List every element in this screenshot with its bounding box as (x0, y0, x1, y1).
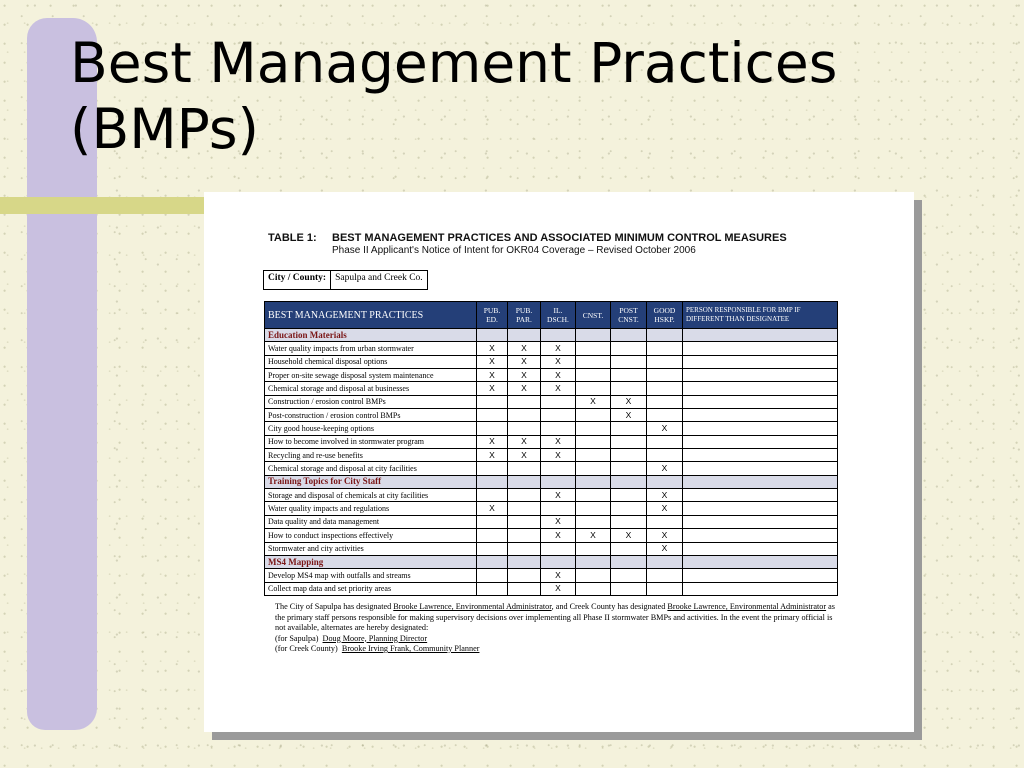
practice-cell: Post-construction / erosion control BMPs (265, 409, 477, 422)
practice-cell: Data quality and data management (265, 515, 477, 528)
mark-cell: X (611, 409, 647, 422)
mark-cell: X (541, 515, 576, 528)
alternate-label: (for Creek County) (275, 644, 338, 653)
mark-cell (508, 569, 541, 582)
table-row (265, 382, 838, 395)
bmp-table (264, 301, 838, 596)
mark-cell (683, 569, 838, 582)
mark-cell (647, 582, 683, 595)
mark-cell (576, 342, 611, 355)
section-empty-cell (683, 555, 838, 568)
section-empty-cell (508, 329, 541, 342)
column-header-cnst: CNST. (576, 302, 611, 329)
mark-cell (683, 369, 838, 382)
city-county-label: City / County: (264, 271, 331, 289)
column-header-post-cnst: POST CNST. (611, 302, 647, 329)
mark-cell: X (647, 422, 683, 435)
mark-cell: X (541, 369, 576, 382)
mark-cell (611, 515, 647, 528)
mark-cell (683, 462, 838, 475)
table-row (265, 422, 838, 435)
section-empty-cell (647, 329, 683, 342)
mark-cell (683, 422, 838, 435)
mark-cell: X (477, 449, 508, 462)
decorative-horizontal-stripe (0, 197, 215, 214)
mark-cell: X (477, 355, 508, 368)
mark-cell (541, 462, 576, 475)
table-subheading: Phase II Applicant's Notice of Intent for OKR04 Coverage – Revised October 2006 (332, 245, 696, 256)
mark-cell (683, 409, 838, 422)
mark-cell (611, 369, 647, 382)
mark-cell (611, 435, 647, 448)
mark-cell (683, 342, 838, 355)
mark-cell (576, 569, 611, 582)
mark-cell: X (647, 502, 683, 515)
mark-cell: X (541, 435, 576, 448)
mark-cell (508, 502, 541, 515)
mark-cell (477, 515, 508, 528)
mark-cell (508, 489, 541, 502)
mark-cell (477, 422, 508, 435)
mark-cell: X (508, 355, 541, 368)
mark-cell (576, 449, 611, 462)
mark-cell: X (477, 369, 508, 382)
mark-cell: X (541, 449, 576, 462)
mark-cell (611, 449, 647, 462)
table-row (265, 369, 838, 382)
mark-cell (647, 515, 683, 528)
mark-cell (611, 582, 647, 595)
column-header-practice: BEST MANAGEMENT PRACTICES (265, 302, 477, 329)
section-empty-cell (683, 329, 838, 342)
mark-cell (477, 489, 508, 502)
section-empty-cell (611, 329, 647, 342)
table-header-row (265, 302, 838, 329)
section-empty-cell (576, 475, 611, 488)
mark-cell (576, 582, 611, 595)
mark-cell: X (508, 342, 541, 355)
mark-cell (541, 395, 576, 408)
section-empty-cell (508, 555, 541, 568)
mark-cell (683, 582, 838, 595)
practice-cell: Household chemical disposal options (265, 355, 477, 368)
mark-cell (647, 342, 683, 355)
mark-cell: X (576, 529, 611, 542)
table-heading: BEST MANAGEMENT PRACTICES AND ASSOCIATED MINIMUM CONTROL MEASURES (332, 232, 787, 244)
practice-cell: Construction / erosion control BMPs (265, 395, 477, 408)
mark-cell (576, 515, 611, 528)
mark-cell: X (508, 449, 541, 462)
table-row (265, 582, 838, 595)
city-county-box (263, 270, 428, 290)
mark-cell (576, 462, 611, 475)
mark-cell: X (647, 542, 683, 555)
table-row (265, 462, 838, 475)
mark-cell: X (647, 529, 683, 542)
section-empty-cell (477, 475, 508, 488)
practice-cell: Collect map data and set priority areas (265, 582, 477, 595)
mark-cell (647, 395, 683, 408)
column-header-pub-par: PUB. PAR. (508, 302, 541, 329)
mark-cell (508, 462, 541, 475)
practice-cell: How to become involved in stormwater program (265, 435, 477, 448)
notes-text: The City of Sapulpa has designated (275, 602, 394, 611)
mark-cell: X (508, 369, 541, 382)
section-empty-cell (647, 555, 683, 568)
mark-cell (508, 395, 541, 408)
mark-cell: X (477, 435, 508, 448)
practice-cell: Develop MS4 map with outfalls and streams (265, 569, 477, 582)
section-empty-cell (541, 475, 576, 488)
alternate-name: Brooke Irving Frank, Community Planner (341, 644, 480, 653)
notes-text: as the primary staff persons responsible for making supervisory decisions over implementing all Phase II stormwater BMPs and activities. In the event the primary official is not available, alternates are hereby designated: (275, 602, 835, 632)
section-title: MS4 Mapping (265, 555, 477, 568)
mark-cell (576, 409, 611, 422)
mark-cell: X (611, 529, 647, 542)
mark-cell (508, 529, 541, 542)
mark-cell (683, 542, 838, 555)
section-empty-cell (477, 329, 508, 342)
mark-cell: X (541, 529, 576, 542)
mark-cell (611, 355, 647, 368)
mark-cell (576, 542, 611, 555)
mark-cell: X (647, 462, 683, 475)
mark-cell (647, 382, 683, 395)
column-header-person-responsible: PERSON RESPONSIBLE FOR BMP IF DIFFERENT THAN DESIGNATEE (683, 302, 838, 329)
designation-paragraph (275, 602, 835, 634)
mark-cell (477, 569, 508, 582)
mark-cell (647, 369, 683, 382)
mark-cell: X (541, 342, 576, 355)
mark-cell (647, 409, 683, 422)
practice-cell: Storage and disposal of chemicals at city facilities (265, 489, 477, 502)
mark-cell (576, 502, 611, 515)
section-empty-cell (508, 475, 541, 488)
mark-cell (611, 502, 647, 515)
mark-cell (611, 542, 647, 555)
mark-cell: X (477, 382, 508, 395)
mark-cell (611, 342, 647, 355)
mark-cell (477, 529, 508, 542)
table-row (265, 515, 838, 528)
notes-designee-creek: Brooke Lawrence, Environmental Administrator (667, 602, 827, 611)
section-row (265, 475, 838, 488)
mark-cell: X (647, 489, 683, 502)
mark-cell (477, 462, 508, 475)
mark-cell: X (541, 382, 576, 395)
mark-cell (576, 369, 611, 382)
mark-cell: X (508, 382, 541, 395)
practice-cell: Water quality impacts and regulations (265, 502, 477, 515)
mark-cell (576, 422, 611, 435)
mark-cell (683, 435, 838, 448)
table-row (265, 355, 838, 368)
practice-cell: Chemical storage and disposal at city facilities (265, 462, 477, 475)
mark-cell (683, 515, 838, 528)
alternate-creek (275, 644, 835, 655)
alternate-sapulpa (275, 634, 835, 645)
mark-cell (647, 449, 683, 462)
table-label: TABLE 1: (268, 232, 317, 244)
notes-text: , and Creek County has designated (551, 602, 668, 611)
table-body (265, 329, 838, 596)
mark-cell (647, 355, 683, 368)
practice-cell: Water quality impacts from urban stormwater (265, 342, 477, 355)
city-county-value: Sapulpa and Creek Co. (335, 273, 423, 283)
column-header-pub-ed: PUB. ED. (477, 302, 508, 329)
mark-cell (576, 355, 611, 368)
mark-cell (576, 489, 611, 502)
mark-cell: X (541, 569, 576, 582)
mark-cell (541, 502, 576, 515)
practice-cell: Proper on-site sewage disposal system maintenance (265, 369, 477, 382)
practice-cell: Recycling and re-use benefits (265, 449, 477, 462)
mark-cell (477, 409, 508, 422)
mark-cell (541, 542, 576, 555)
mark-cell (508, 515, 541, 528)
mark-cell: X (576, 395, 611, 408)
section-empty-cell (683, 475, 838, 488)
practice-cell: Chemical storage and disposal at businesses (265, 382, 477, 395)
table-row (265, 395, 838, 408)
section-empty-cell (576, 329, 611, 342)
mark-cell (611, 382, 647, 395)
mark-cell: X (541, 355, 576, 368)
table-row (265, 449, 838, 462)
slide-title: Best Management Practices (BMPs) (70, 31, 838, 161)
practice-cell: How to conduct inspections effectively (265, 529, 477, 542)
practice-cell: City good house-keeping options (265, 422, 477, 435)
mark-cell (683, 355, 838, 368)
section-title: Education Materials (265, 329, 477, 342)
mark-cell (611, 462, 647, 475)
notes-designee-sapulpa: Brooke Lawrence, Environmental Administrator (393, 602, 552, 611)
mark-cell (683, 449, 838, 462)
section-empty-cell (541, 555, 576, 568)
table-row (265, 409, 838, 422)
alternate-label: (for Sapulpa) (275, 633, 319, 643)
mark-cell (576, 435, 611, 448)
table-row (265, 435, 838, 448)
column-header-good-hskp: GOOD HSKP. (647, 302, 683, 329)
section-empty-cell (576, 555, 611, 568)
table-row (265, 502, 838, 515)
table-row (265, 529, 838, 542)
table-row (265, 489, 838, 502)
section-row (265, 555, 838, 568)
mark-cell (647, 435, 683, 448)
mark-cell (508, 542, 541, 555)
table-row (265, 569, 838, 582)
mark-cell (683, 529, 838, 542)
mark-cell (683, 502, 838, 515)
mark-cell (541, 409, 576, 422)
mark-cell: X (477, 342, 508, 355)
section-empty-cell (477, 555, 508, 568)
document-image (204, 192, 914, 732)
mark-cell (683, 489, 838, 502)
column-header-il-dsch: IL. DSCH. (541, 302, 576, 329)
mark-cell (647, 569, 683, 582)
mark-cell: X (508, 435, 541, 448)
mark-cell (683, 395, 838, 408)
section-empty-cell (611, 475, 647, 488)
section-empty-cell (611, 555, 647, 568)
practice-cell: Stormwater and city activities (265, 542, 477, 555)
mark-cell (477, 542, 508, 555)
mark-cell (541, 422, 576, 435)
mark-cell (611, 569, 647, 582)
mark-cell: X (541, 582, 576, 595)
table-row (265, 342, 838, 355)
mark-cell (477, 395, 508, 408)
section-title: Training Topics for City Staff (265, 475, 477, 488)
mark-cell (576, 382, 611, 395)
designation-notes (275, 602, 835, 655)
mark-cell: X (477, 502, 508, 515)
mark-cell (611, 422, 647, 435)
mark-cell (508, 582, 541, 595)
mark-cell (611, 489, 647, 502)
alternate-name: Doug Moore, Planning Director (322, 633, 428, 643)
mark-cell (477, 582, 508, 595)
section-empty-cell (541, 329, 576, 342)
section-empty-cell (647, 475, 683, 488)
mark-cell (508, 422, 541, 435)
mark-cell (508, 409, 541, 422)
mark-cell: X (611, 395, 647, 408)
table-row (265, 542, 838, 555)
mark-cell (683, 382, 838, 395)
mark-cell: X (541, 489, 576, 502)
section-row (265, 329, 838, 342)
